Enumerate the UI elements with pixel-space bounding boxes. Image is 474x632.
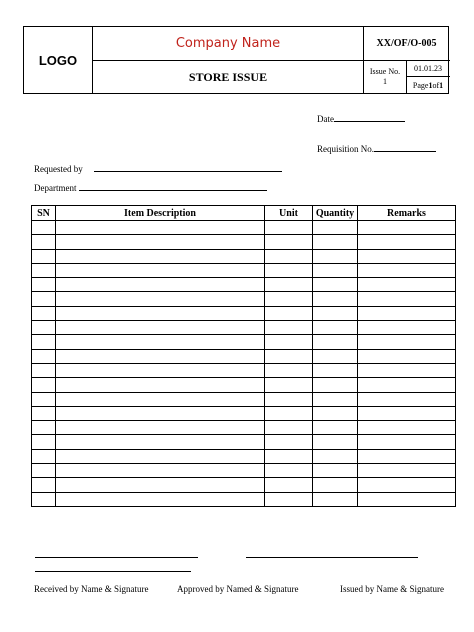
cell-item-description[interactable] xyxy=(56,278,265,292)
issued-by-caption: Issued by Name & Signature xyxy=(340,584,444,594)
form-header xyxy=(23,26,449,94)
received-signature-line[interactable] xyxy=(35,557,198,558)
cell-quantity[interactable] xyxy=(313,249,358,263)
cell-quantity[interactable] xyxy=(313,492,358,506)
cell-sn[interactable] xyxy=(32,421,56,435)
cell-quantity[interactable] xyxy=(313,321,358,335)
cell-unit[interactable] xyxy=(265,292,313,306)
page-current: 1 xyxy=(428,80,433,90)
cell-quantity[interactable] xyxy=(313,478,358,492)
cell-quantity[interactable] xyxy=(313,278,358,292)
table-row xyxy=(32,235,456,249)
table-row xyxy=(32,421,456,435)
cell-unit[interactable] xyxy=(265,306,313,320)
column-header-remarks: Remarks xyxy=(358,206,456,221)
table-row xyxy=(32,349,456,363)
cell-item-description[interactable] xyxy=(56,321,265,335)
cell-item-description[interactable] xyxy=(56,249,265,263)
cell-quantity[interactable] xyxy=(313,378,358,392)
page-mid: of xyxy=(432,80,440,90)
requisition-input-line[interactable] xyxy=(374,142,436,152)
table-row xyxy=(32,449,456,463)
cell-unit[interactable] xyxy=(265,335,313,349)
cell-unit[interactable] xyxy=(265,421,313,435)
cell-remarks[interactable] xyxy=(358,235,456,249)
table-row xyxy=(32,306,456,320)
cell-unit[interactable] xyxy=(265,363,313,377)
approved-signature-line[interactable] xyxy=(246,557,418,558)
approved-by-caption: Approved by Named & Signature xyxy=(177,584,299,594)
column-header-unit: Unit xyxy=(265,206,313,221)
cell-quantity[interactable] xyxy=(313,306,358,320)
cell-remarks[interactable] xyxy=(358,406,456,420)
table-row xyxy=(32,221,456,235)
cell-item-description[interactable] xyxy=(56,378,265,392)
cell-item-description[interactable] xyxy=(56,349,265,363)
date-label: Date xyxy=(317,114,334,124)
cell-quantity[interactable] xyxy=(313,235,358,249)
column-header-sn: SN xyxy=(32,206,56,221)
table-row xyxy=(32,263,456,277)
cell-remarks[interactable] xyxy=(358,478,456,492)
cell-item-description[interactable] xyxy=(56,478,265,492)
cell-quantity[interactable] xyxy=(313,435,358,449)
cell-sn[interactable] xyxy=(32,349,56,363)
company-name: Company Name xyxy=(175,36,281,51)
issue-number: 1 xyxy=(383,77,387,86)
cell-remarks[interactable] xyxy=(358,263,456,277)
cell-item-description[interactable] xyxy=(56,449,265,463)
cell-unit[interactable] xyxy=(265,435,313,449)
column-header-item-description: Item Description xyxy=(56,206,265,221)
cell-item-description[interactable] xyxy=(56,363,265,377)
cell-sn[interactable] xyxy=(32,392,56,406)
table-row xyxy=(32,249,456,263)
cell-sn[interactable] xyxy=(32,363,56,377)
cell-remarks[interactable] xyxy=(358,464,456,478)
issue-date: 01.01.23 xyxy=(414,64,442,73)
table-row xyxy=(32,492,456,506)
page-indicator xyxy=(407,77,449,93)
cell-item-description[interactable] xyxy=(56,335,265,349)
cell-sn[interactable] xyxy=(32,435,56,449)
table-row xyxy=(32,478,456,492)
cell-quantity[interactable] xyxy=(313,406,358,420)
cell-unit[interactable] xyxy=(265,263,313,277)
column-header-quantity: Quantity xyxy=(313,206,358,221)
issue-cell xyxy=(364,61,406,93)
cell-unit[interactable] xyxy=(265,249,313,263)
table-row xyxy=(32,321,456,335)
cell-sn[interactable] xyxy=(32,478,56,492)
table-header-row xyxy=(32,206,456,221)
cell-remarks[interactable] xyxy=(358,321,456,335)
department-field xyxy=(34,181,267,193)
cell-sn[interactable] xyxy=(32,449,56,463)
cell-unit[interactable] xyxy=(265,492,313,506)
cell-item-description[interactable] xyxy=(56,492,265,506)
cell-unit[interactable] xyxy=(265,378,313,392)
department-input-line[interactable] xyxy=(79,181,267,191)
date-input-line[interactable] xyxy=(334,112,405,122)
logo: LOGO xyxy=(38,52,78,68)
cell-remarks[interactable] xyxy=(358,292,456,306)
table-row xyxy=(32,278,456,292)
cell-unit[interactable] xyxy=(265,321,313,335)
requisition-label: Requisition No. xyxy=(317,144,375,154)
cell-remarks[interactable] xyxy=(358,392,456,406)
received-signature-line-2[interactable] xyxy=(35,571,191,572)
cell-item-description[interactable] xyxy=(56,306,265,320)
cell-sn[interactable] xyxy=(32,278,56,292)
page-total: 1 xyxy=(439,80,444,90)
cell-item-description[interactable] xyxy=(56,292,265,306)
cell-sn[interactable] xyxy=(32,321,56,335)
department-label: Department xyxy=(34,183,77,193)
table-row xyxy=(32,378,456,392)
cell-item-description[interactable] xyxy=(56,421,265,435)
cell-item-description[interactable] xyxy=(56,221,265,235)
cell-remarks[interactable] xyxy=(358,449,456,463)
cell-unit[interactable] xyxy=(265,449,313,463)
cell-remarks[interactable] xyxy=(358,435,456,449)
cell-quantity[interactable] xyxy=(313,221,358,235)
cell-sn[interactable] xyxy=(32,406,56,420)
cell-remarks[interactable] xyxy=(358,249,456,263)
issue-label: Issue No. xyxy=(369,67,401,76)
cell-sn[interactable] xyxy=(32,464,56,478)
table-row xyxy=(32,392,456,406)
table-row xyxy=(32,335,456,349)
cell-item-description[interactable] xyxy=(56,392,265,406)
cell-quantity[interactable] xyxy=(313,335,358,349)
cell-unit[interactable] xyxy=(265,478,313,492)
table-row xyxy=(32,464,456,478)
page-prefix: Page xyxy=(412,80,429,90)
cell-sn[interactable] xyxy=(32,263,56,277)
cell-item-description[interactable] xyxy=(56,464,265,478)
cell-quantity[interactable] xyxy=(313,363,358,377)
cell-unit[interactable] xyxy=(265,235,313,249)
cell-remarks[interactable] xyxy=(358,306,456,320)
cell-unit[interactable] xyxy=(265,221,313,235)
cell-item-description[interactable] xyxy=(56,435,265,449)
cell-remarks[interactable] xyxy=(358,421,456,435)
requested-by-label: Requested by xyxy=(34,164,83,174)
cell-quantity[interactable] xyxy=(313,392,358,406)
cell-remarks[interactable] xyxy=(358,221,456,235)
cell-remarks[interactable] xyxy=(358,335,456,349)
table-row xyxy=(32,292,456,306)
items-table xyxy=(31,205,456,507)
requested-by-input-line[interactable] xyxy=(94,162,282,172)
cell-remarks[interactable] xyxy=(358,349,456,363)
cell-quantity[interactable] xyxy=(313,292,358,306)
cell-sn[interactable] xyxy=(32,235,56,249)
cell-sn[interactable] xyxy=(32,306,56,320)
document-code: XX/OF/O-005 xyxy=(376,38,437,49)
cell-item-description[interactable] xyxy=(56,263,265,277)
date-field xyxy=(317,112,405,124)
received-by-caption: Received by Name & Signature xyxy=(34,584,149,594)
table-body xyxy=(32,221,456,507)
requested-by-field xyxy=(34,162,282,174)
cell-quantity[interactable] xyxy=(313,421,358,435)
cell-sn[interactable] xyxy=(32,249,56,263)
cell-quantity[interactable] xyxy=(313,263,358,277)
cell-unit[interactable] xyxy=(265,392,313,406)
cell-remarks[interactable] xyxy=(358,492,456,506)
cell-unit[interactable] xyxy=(265,464,313,478)
cell-item-description[interactable] xyxy=(56,406,265,420)
cell-sn[interactable] xyxy=(32,292,56,306)
cell-unit[interactable] xyxy=(265,406,313,420)
table-row xyxy=(32,406,456,420)
cell-item-description[interactable] xyxy=(56,235,265,249)
table-row xyxy=(32,363,456,377)
requisition-field xyxy=(317,142,436,154)
cell-quantity[interactable] xyxy=(313,349,358,363)
cell-unit[interactable] xyxy=(265,278,313,292)
cell-sn[interactable] xyxy=(32,492,56,506)
cell-sn[interactable] xyxy=(32,378,56,392)
cell-unit[interactable] xyxy=(265,349,313,363)
cell-sn[interactable] xyxy=(32,335,56,349)
cell-quantity[interactable] xyxy=(313,464,358,478)
document-title: STORE ISSUE xyxy=(188,69,268,84)
cell-remarks[interactable] xyxy=(358,278,456,292)
table-row xyxy=(32,435,456,449)
cell-quantity[interactable] xyxy=(313,449,358,463)
cell-remarks[interactable] xyxy=(358,363,456,377)
cell-remarks[interactable] xyxy=(358,378,456,392)
cell-sn[interactable] xyxy=(32,221,56,235)
